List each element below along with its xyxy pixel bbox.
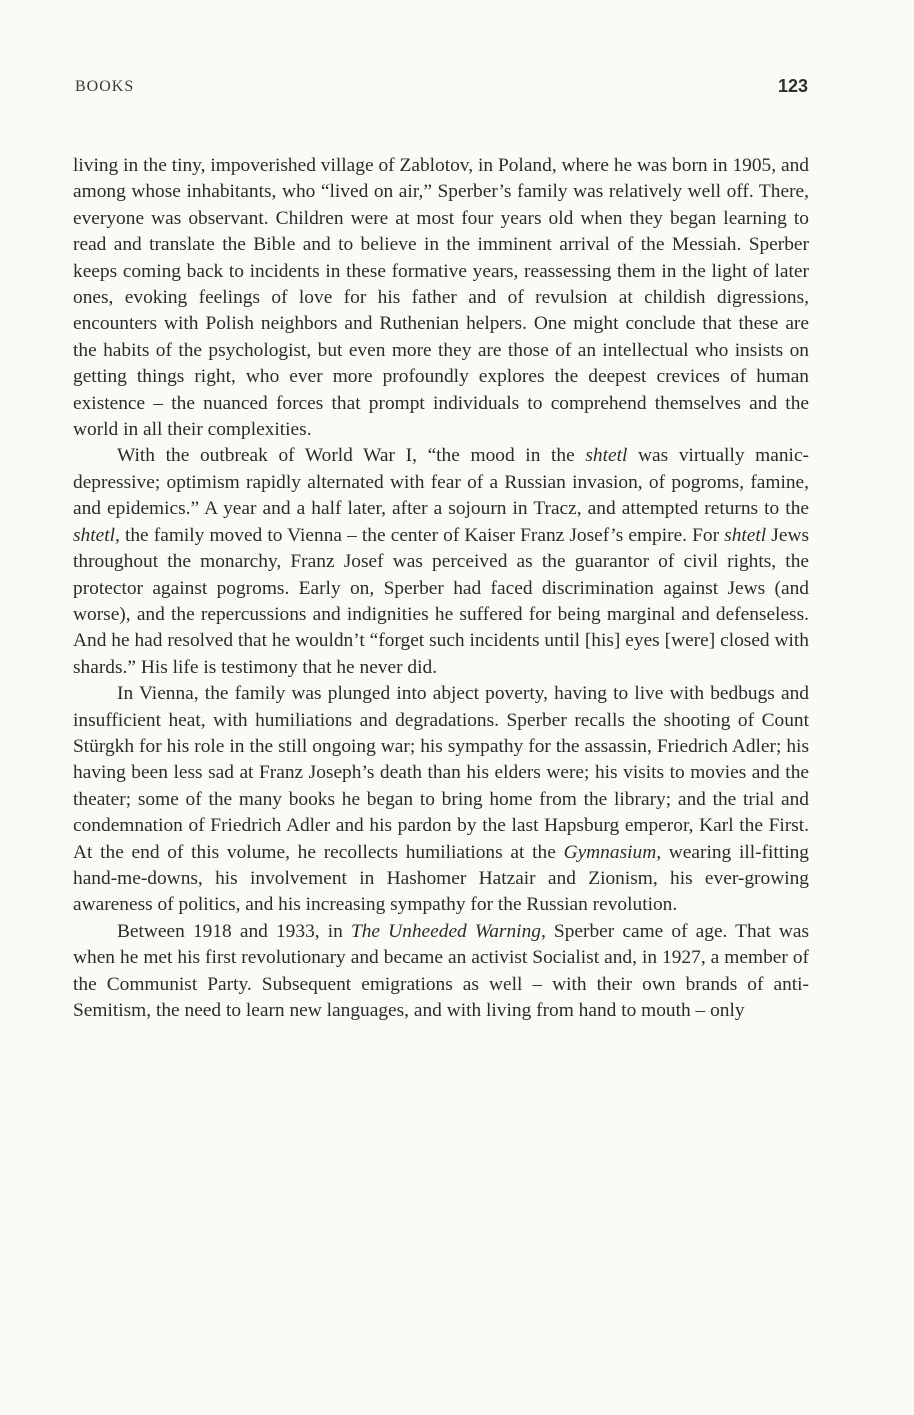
italic-text: Gymnasium, (563, 841, 662, 863)
text-run: living in the tiny, impoverished village of Zablotov, in Poland, where he was born in 1905, and among whose inhabitants, who “lived on air,” Sperber’s family was relatively well off. There, everyone was observant. Children were at most four years old when they began learning to read and translate the Bible and to believe in the imminent arrival of the Messiah. Sperber keeps coming back to incidents in these formative years, reassessing them in the light of later ones, evoking feelings of love for his father and of revulsion at childish digressions, encounters with Polish neighbors and Ruthenian helpers. One might conclude that these are the habits of the psychologist, but even more they are those of an intellectual who insists on getting things right, who ever more profoundly explores the deepest crevices of human existence – the nuanced forces that prompt individuals to comprehend themselves and the world in all their complexities. (73, 155, 809, 441)
page-number: 123 (777, 76, 808, 96)
italic-text: shtetl (724, 524, 767, 546)
italic-text: shtetl, (73, 524, 120, 546)
italic-text: The Unheeded Warning, (350, 920, 546, 942)
text-run: Jews throughout the monarchy, Franz Josef was perceived as the guarantor of civil rights, the protector against pogroms. Early on, Sperber had faced discrimination against Jews (and worse), and the repercussions and indignities he suffered for being marginal and defenseless. And he had resolved that he wouldn’t “forget such incidents until [his] eyes [were] closed with shards.” His life is testimony that he never did. (73, 524, 809, 678)
text-run: the family moved to Vienna – the center of Kaiser Franz Josef’s empire. For (119, 524, 725, 546)
text-run: In Vienna, the family was plunged into abject poverty, having to live with bedbugs and insufficient heat, with humiliations and degradations. Sperber recalls the shooting of Count Stürgkh for his role in the still ongoing war; his sympathy for the assassin, Friedrich Adler; his having been less sad at Franz Joseph’s death than his elders were; his visits to movies and the theater; some of the many books he began to bring home from the library; and the trial and condemnation of Friedrich Adler and his pardon by the last Hapsburg emperor, Karl the First. At the end of this volume, he recollects humiliations at the (73, 683, 809, 863)
paragraph (73, 919, 809, 1025)
body-text (73, 153, 809, 1024)
section-title: BOOKS (75, 78, 135, 95)
text-run: wearing ill-fitting hand-me-downs, his involvement in Hashomer Hatzair and Zionism, his ever-growing awareness of politics, and his increasing sympathy for the Russian revolution. (73, 841, 809, 916)
running-head (75, 78, 808, 102)
paragraph (73, 443, 809, 681)
text-run: With the outbreak of World War I, “the mood in the (117, 445, 586, 467)
paragraph (73, 681, 809, 919)
text-run: was virtually manic-depressive; optimism rapidly alternated with fear of a Russian invasion, of pogroms, famine, and epidemics.” A year and a half later, after a sojourn in Tracz, and attempted returns to the (73, 445, 810, 520)
text-run: Sperber came of age. That was when he met his first revolutionary and became an activist Socialist and, in 1927, a member of the Communist Party. Subsequent emigrations as well – with their own brands of anti-Semitism, the need to learn new languages, and with living from hand to mouth – only (73, 920, 809, 1021)
text-run: Between 1918 and 1933, in (117, 920, 351, 942)
paragraph (73, 153, 809, 443)
italic-text: shtetl (585, 445, 628, 467)
